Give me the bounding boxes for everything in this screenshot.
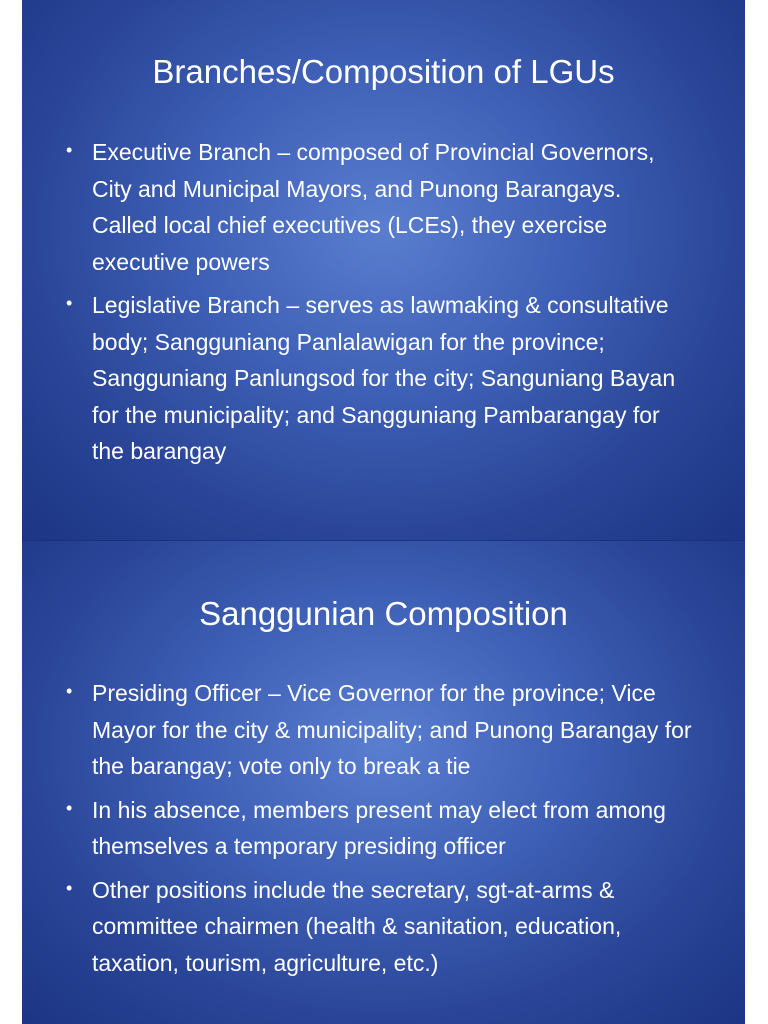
slide-sanggunian-composition — [22, 541, 745, 1024]
slide-title: Sanggunian Composition — [199, 595, 568, 632]
bullet-executive-branch — [66, 134, 692, 280]
bullet-legislative-branch — [66, 287, 692, 470]
bullet-dot-icon: • — [66, 681, 73, 701]
bullet-text: Other positions include the secretary, sgt-at-arms & committee chairmen (health & sanitation, education, taxation, tourism, agriculture, etc.) — [92, 876, 622, 976]
bullet-dot-icon: • — [66, 293, 73, 313]
bullet-text: Legislative Branch – serves as lawmaking & consultative body; Sangguniang Panlalawigan for the province; Sangguniang Panlungsod for the city; Sanguniang Bayan for the municipality; and Sangguniang Pambarangay for the barangay — [92, 292, 676, 464]
bullet-temporary-presiding-officer — [66, 792, 692, 865]
bullet-list — [66, 675, 692, 988]
bullet-list — [66, 134, 692, 477]
bullet-presiding-officer — [66, 675, 692, 785]
bullet-dot-icon: • — [66, 877, 73, 898]
bullet-other-positions — [66, 872, 692, 982]
bullet-dot-icon: • — [66, 797, 73, 818]
bullet-dot-icon: • — [66, 140, 73, 160]
bullet-text: Executive Branch – composed of Provincial Governors, City and Municipal Mayors, and Punong Barangays. Called local chief executives (LCEs), they exercise executive powers — [92, 139, 655, 275]
slide-title: Branches/Composition of LGUs — [152, 53, 615, 90]
bullet-text: In his absence, members present may elect from among themselves a temporary presiding officer — [92, 796, 666, 859]
bullet-text: Presiding Officer – Vice Governor for the province; Vice Mayor for the city & municipality; and Punong Barangay for the barangay; vote only to break a tie — [92, 680, 692, 779]
slide-branches-composition — [22, 0, 745, 541]
